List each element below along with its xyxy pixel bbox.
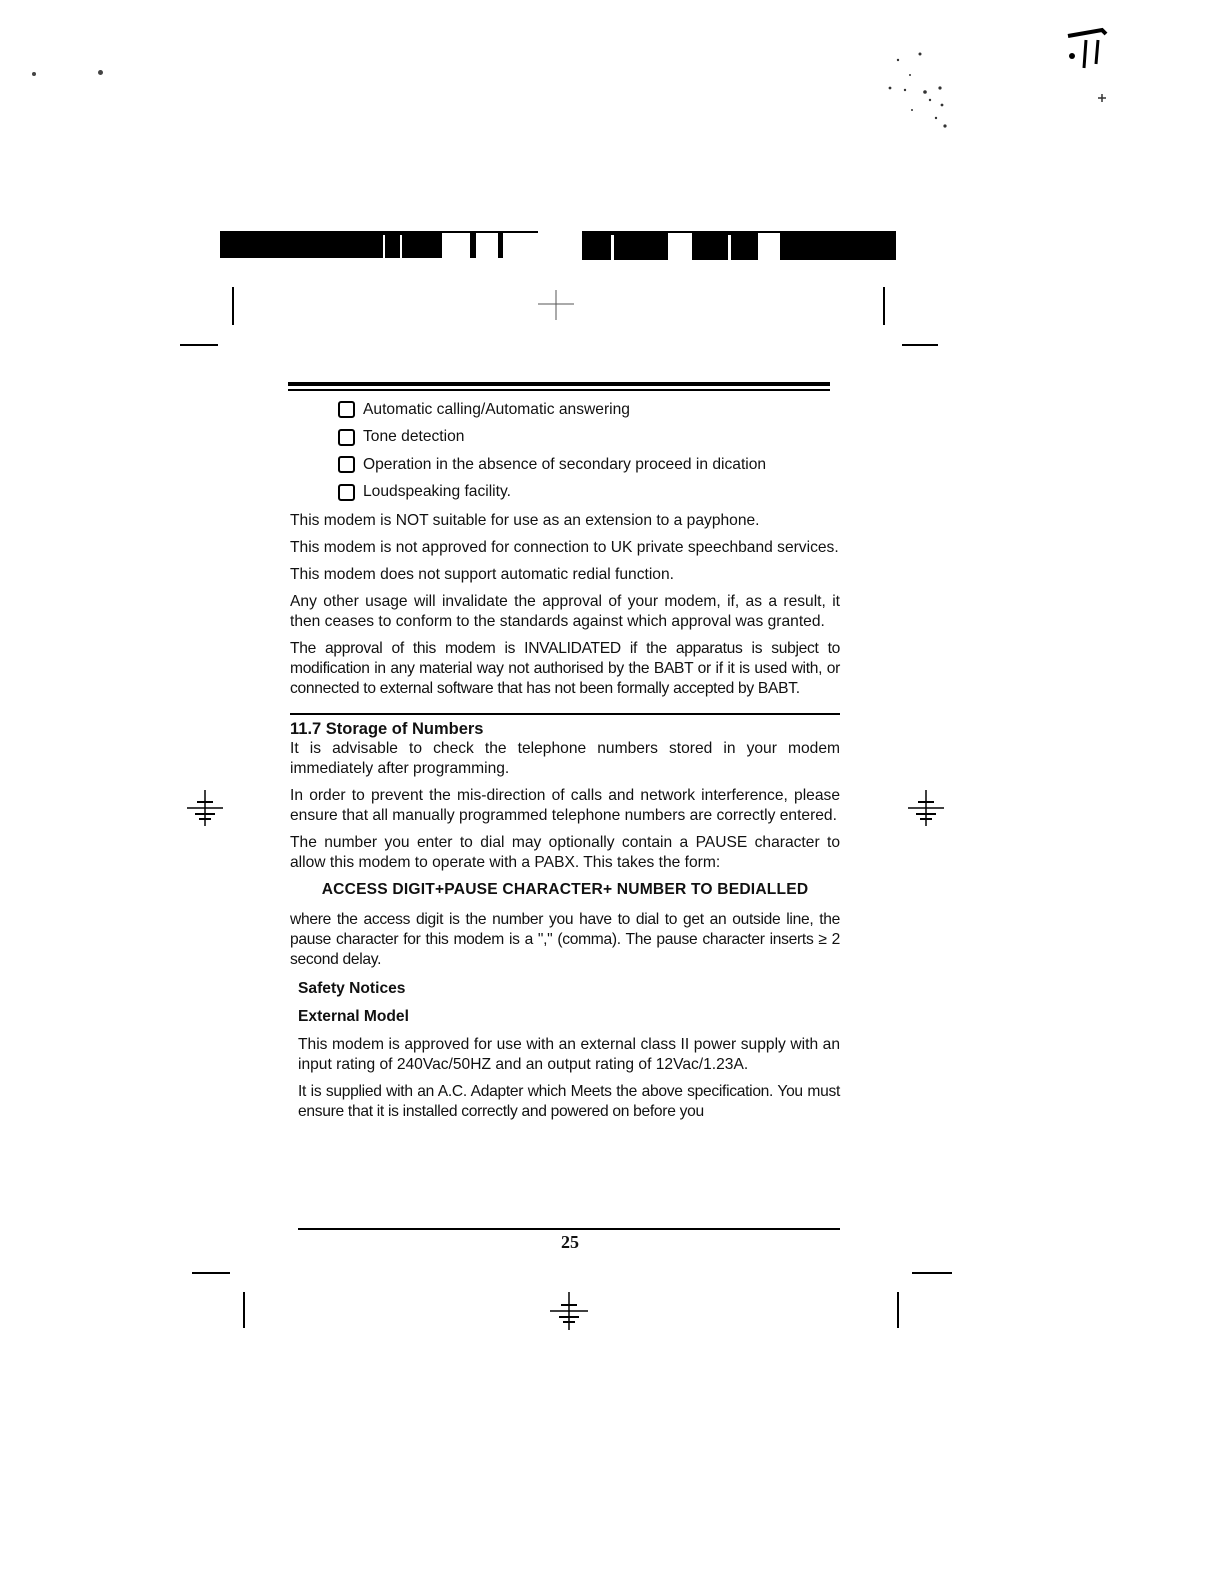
- paragraph: The approval of this modem is INVALIDATED if the apparatus is subject to modification in any material way not authorised by the BABT or if it is used with, or connected to external software that has not been formally accepted by BABT.: [290, 640, 840, 697]
- paragraph: This modem is approved for use with an external class II power supply with an input rating of 240Vac/50HZ and an output rating of 12Vac/1.23A.: [298, 1036, 840, 1073]
- crop-mark: [243, 1292, 245, 1328]
- bottom-rule: [298, 1228, 840, 1230]
- corner-scan-marks: [870, 30, 970, 140]
- header-bar-notch: [383, 235, 385, 258]
- crop-mark: [897, 1292, 899, 1328]
- list-item: [338, 451, 840, 479]
- paragraph: This modem does not support automatic redial function.: [290, 566, 674, 583]
- checkbox-square-icon: [338, 456, 355, 473]
- header-bar-block: [503, 233, 538, 258]
- paragraph: In order to prevent the mis-direction of calls and network interference, please ensure that all manually programmed telephone numbers are correctly entered.: [290, 787, 840, 824]
- page-content: [290, 396, 840, 1129]
- crop-mark: [902, 344, 938, 346]
- crop-mark: [180, 344, 218, 346]
- section-heading: 11.7 Storage of Numbers: [290, 720, 484, 738]
- section-rule: [290, 713, 840, 715]
- scan-speck: [32, 72, 36, 76]
- crop-mark: [883, 287, 885, 325]
- registration-mark-icon: [550, 1292, 588, 1330]
- header-bar-notch: [400, 235, 402, 258]
- list-item-text: Automatic calling/Automatic answering: [363, 400, 630, 418]
- paragraph: It is supplied with an A.C. Adapter which Meets the above specification. You must ensure that it is installed correctly and powered on before you: [298, 1083, 840, 1120]
- paragraph: It is advisable to check the telephone numbers stored in your modem immediately after programming.: [290, 740, 840, 777]
- list-item-text: Tone detection: [363, 428, 465, 446]
- registration-mark-icon: [538, 290, 574, 320]
- header-bar-right: [582, 231, 896, 260]
- page-number: 25: [561, 1232, 579, 1252]
- dial-format-line: ACCESS DIGIT+PAUSE CHARACTER+ NUMBER TO BEDIALLED: [321, 881, 809, 898]
- list-item: [338, 479, 840, 507]
- checkbox-square-icon: [338, 484, 355, 501]
- top-rule-thick: [288, 382, 830, 386]
- header-bar-block: [476, 233, 498, 258]
- paragraph: The number you enter to dial may optionally contain a PAUSE character to allow this modem to operate with a PABX. This takes the form:: [290, 834, 840, 871]
- crop-mark: [912, 1272, 952, 1274]
- paragraph: Any other usage will invalidate the approval of your modem, if, as a result, it then ceases to conform to the standards against which approval was granted.: [290, 593, 840, 630]
- top-rule-thin: [288, 389, 830, 391]
- header-bar-notch: [728, 235, 731, 260]
- list-item: [338, 396, 840, 424]
- paragraph: This modem is NOT suitable for use as an extension to a payphone.: [290, 512, 760, 529]
- checkbox-square-icon: [338, 429, 355, 446]
- header-bar-block: [442, 233, 470, 258]
- safety-subheading: External Model: [298, 1008, 409, 1025]
- registration-mark-icon: [187, 790, 223, 826]
- corner-scan-marks: [1058, 22, 1118, 132]
- paragraph: where the access digit is the number you have to dial to get an outside line, the pause character for this modem is a "," (comma). The pause character inserts ≥ 2 second delay.: [290, 911, 840, 968]
- crop-mark: [232, 287, 234, 325]
- feature-list: [290, 396, 840, 506]
- list-item: [338, 424, 840, 452]
- header-bar-left: [220, 231, 538, 258]
- header-bar-notch: [611, 235, 614, 260]
- paragraph: This modem is not approved for connection to UK private speechband services.: [290, 539, 839, 556]
- scan-speck: [98, 70, 103, 75]
- safety-heading: Safety Notices: [298, 980, 406, 997]
- checkbox-square-icon: [338, 401, 355, 418]
- registration-mark-icon: [908, 790, 944, 826]
- header-bar-block: [668, 233, 692, 260]
- crop-mark: [192, 1272, 230, 1274]
- list-item-text: Operation in the absence of secondary proceed in dication: [363, 455, 767, 473]
- header-bar-block: [758, 233, 780, 260]
- list-item-text: Loudspeaking facility.: [363, 483, 511, 501]
